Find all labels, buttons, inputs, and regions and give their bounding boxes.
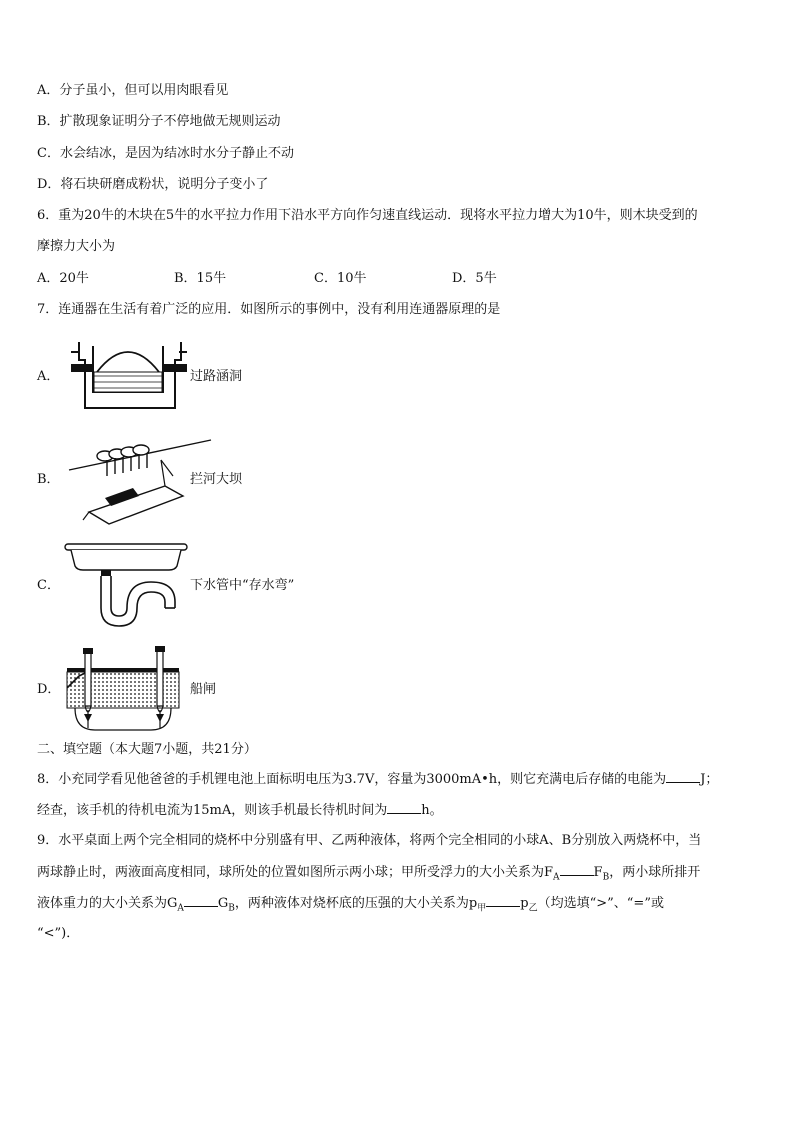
q8-line1-text: 8．小充同学看见他爸爸的手机锂电池上面标明电压为3.7V，容量为3000mA•h，则它充满电后存储的电能为	[37, 772, 667, 787]
q7-option-c-label: 下水管中“存水弯”	[190, 578, 295, 593]
q6-option-d: D．5牛	[452, 271, 497, 286]
q6-stem-line1: 6．重为20牛的木块在5牛的水平拉力作用下沿水平方向作匀速直线运动．现将水平拉力增大为10牛，则木块受到的	[37, 208, 698, 223]
q9-blank-weight[interactable]	[184, 894, 218, 907]
q6-option-a: A．20牛	[37, 271, 89, 286]
q8-line2	[37, 801, 443, 820]
q9-line2-text: 两球静止时，两液面高度相同，球所处的位置如图所示两小球；甲所受浮力的大小关系为F	[37, 865, 554, 880]
q8-blank-time[interactable]	[387, 801, 421, 814]
q7-option-a	[37, 338, 437, 418]
q9-sub-fb: B	[602, 872, 610, 883]
q7-option-b	[37, 436, 437, 536]
q6-option-c: C．10牛	[314, 271, 367, 286]
q5-option-c: C．水会结冰，是因为结冰时水分子静止不动	[37, 146, 294, 161]
q8-line2-unit: h。	[421, 803, 443, 818]
q7-option-b-label: 拦河大坝	[190, 472, 243, 487]
q9-blank-force[interactable]	[560, 863, 594, 876]
q9-blank-pressure[interactable]	[486, 894, 520, 907]
q9-line3-text: 液体重力的大小关系为G	[37, 896, 178, 911]
q7-option-a-label: 过路涵洞	[190, 369, 243, 384]
q9-line3	[37, 894, 664, 918]
q9-g-symbol: G	[217, 896, 229, 911]
q9-line2-tail: ，两小球所排开	[609, 865, 701, 880]
q9-p-symbol: p	[520, 896, 529, 911]
q7-option-d	[37, 644, 437, 734]
q8-line1	[37, 770, 718, 789]
q7-option-c	[37, 540, 437, 630]
q7-option-d-label: 船闸	[190, 682, 217, 697]
q7-option-c-letter: C．	[37, 578, 60, 593]
q9-line4: “<”)．	[37, 926, 80, 941]
q7-option-b-letter: B．	[37, 472, 60, 487]
ship-lock-figure	[65, 644, 189, 732]
q8-line2-text: 经查，该手机的待机电流为15mA，则该手机最长待机时间为	[37, 803, 388, 818]
q9-sub-pyi: 乙	[528, 903, 538, 914]
drain-trap-figure	[65, 540, 195, 630]
q8-blank-energy[interactable]	[666, 770, 700, 783]
q9-sub-gb: B	[228, 903, 235, 914]
q9-line3-mid: ，两种液体对烧杯底的压强的大小关系为p	[234, 896, 478, 911]
q6-stem-line2: 摩擦力大小为	[37, 239, 116, 254]
culvert-figure	[71, 338, 191, 412]
q9-sub-fa: A	[553, 872, 560, 883]
q7-option-a-letter: A．	[37, 369, 60, 384]
q6-option-b: B．15牛	[174, 271, 227, 286]
q5-option-b: B．扩散现象证明分子不停地做无规则运动	[37, 114, 281, 129]
q9-f-symbol: F	[593, 865, 603, 880]
q7-option-d-letter: D．	[37, 682, 61, 697]
q9-sub-ga: A	[177, 903, 184, 914]
q5-option-d: D．将石块研磨成粉状，说明分子变小了	[37, 177, 269, 192]
q9-line2	[37, 863, 700, 887]
q5-option-a: A．分子虽小，但可以用肉眼看见	[37, 83, 229, 98]
q9-line1: 9．水平桌面上两个完全相同的烧杯中分别盛有甲、乙两种液体，将两个完全相同的小球A、B分别放入两烧杯中，当	[37, 833, 702, 848]
section-heading: 二、填空题（本大题7小题，共21分）	[37, 742, 257, 757]
q6-options	[37, 270, 737, 288]
q7-stem: 7．连通器在生活有着广泛的应用．如图所示的事例中，没有利用连通器原理的是	[37, 302, 501, 317]
q9-line3-tail: （均选填“>”、“=”或	[537, 896, 664, 911]
q9-sub-pjia: 甲	[477, 903, 487, 914]
q8-line1-unit: J；	[700, 772, 719, 787]
